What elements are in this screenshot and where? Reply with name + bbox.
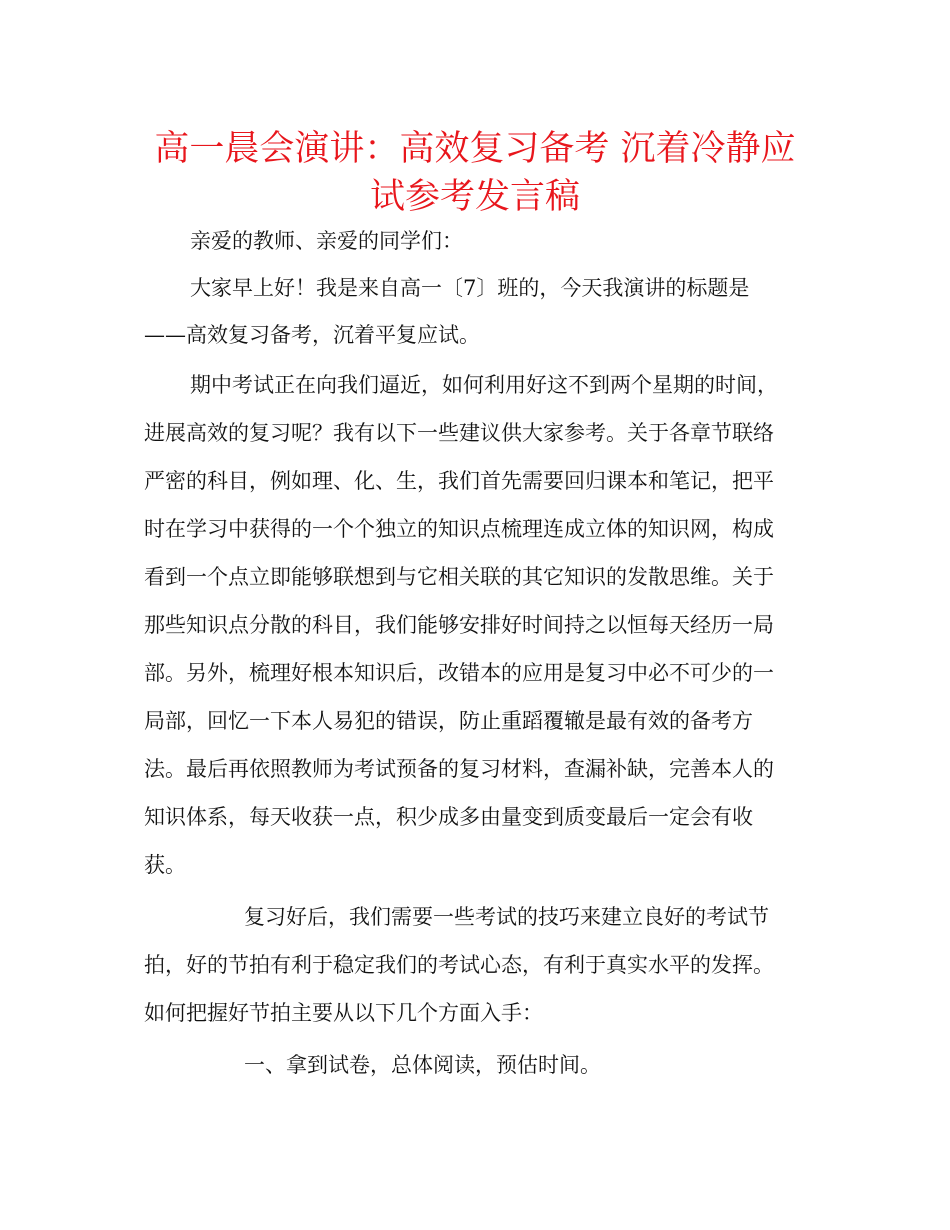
document-title-line-2: 试参考发言稿 xyxy=(369,177,580,217)
section-heading: 一、拿到试卷，总体阅读，预估时间。 xyxy=(244,1053,601,1077)
paragraph-line: 法。最后再依照教师为考试预备的复习材料，查漏补缺，完善本人的 xyxy=(144,757,774,781)
paragraph-line: 复习好后，我们需要一些考试的技巧来建立良好的考试节 xyxy=(244,905,769,929)
paragraph-line: 获。 xyxy=(144,853,186,877)
paragraph-line: 如何把握好节拍主要从以下几个方面入手： xyxy=(144,1001,543,1025)
paragraph-line: ——高效复习备考，沉着平复应试。 xyxy=(144,323,480,347)
paragraph-line: 部。另外，梳理好根本知识后，改错本的应用是复习中必不可少的一 xyxy=(144,661,774,685)
paragraph-line: 局部，回忆一下本人易犯的错误，防止重蹈覆辙是最有效的备考方 xyxy=(144,709,753,733)
paragraph-line: 严密的科目，例如理、化、生，我们首先需要回归课本和笔记，把平 xyxy=(144,469,774,493)
paragraph-line: 看到一个点立即能够联想到与它相关联的其它知识的发散思维。关于 xyxy=(144,565,774,589)
paragraph-line: 拍，好的节拍有利于稳定我们的考试心态，有利于真实水平的发挥。 xyxy=(144,953,774,977)
paragraph-line: 知识体系，每天收获一点，积少成多由量变到质变最后一定会有收 xyxy=(144,805,753,829)
paragraph-line: 期中考试正在向我们逼近，如何利用好这不到两个星期的时间， xyxy=(190,373,778,397)
paragraph-line: 时在学习中获得的一个个独立的知识点梳理连成立体的知识网，构成 xyxy=(144,517,774,541)
document-title-line-1: 高一晨会演讲：高效复习备考 沉着冷静应 xyxy=(154,129,796,169)
paragraph-line: 那些知识点分散的科目，我们能够安排好时间持之以恒每天经历一局 xyxy=(144,613,774,637)
salutation: 亲爱的教师、亲爱的同学们： xyxy=(190,229,463,253)
paragraph-line: 大家早上好！我是来自高一〔7〕班的，今天我演讲的标题是 xyxy=(190,276,750,300)
paragraph-line: 进展高效的复习呢？我有以下一些建议供大家参考。关于各章节联络 xyxy=(144,421,774,445)
